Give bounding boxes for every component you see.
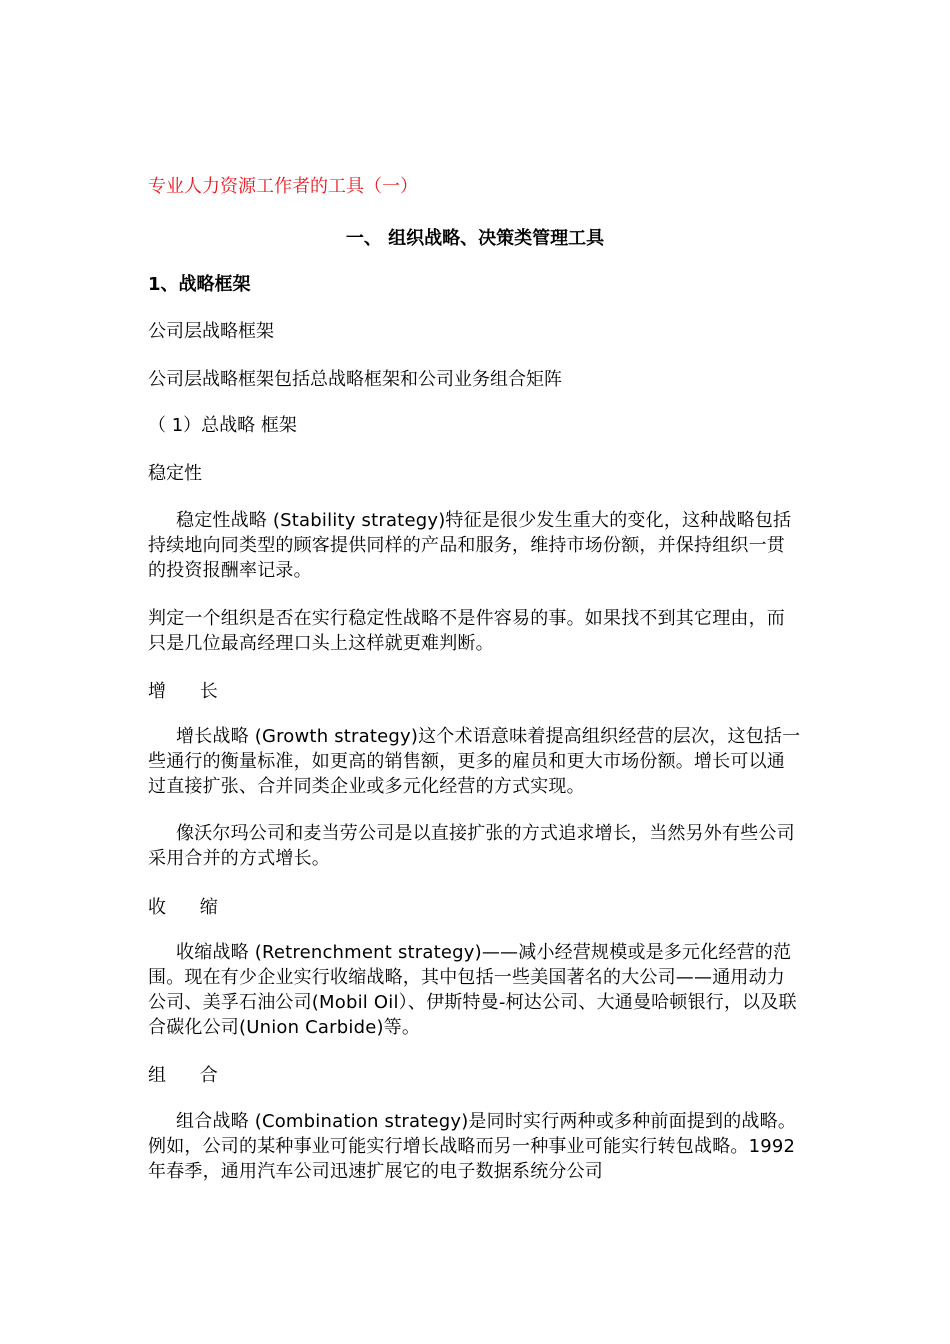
paragraph-company-level: 公司层战略框架 <box>148 321 274 342</box>
paragraph-retrenchment: 收缩战略 (Retrenchment strategy)——减小经营规模或是多元化经营的范围。现在有少企业实行收缩战略，其中包括一些美国著名的大公司——通用动力公司、美孚石油公司(Mobil Oil）、伊斯特曼-柯达公司、大通曼哈顿银行，以及联合碳化公司(Union Carbide)等。 <box>148 942 797 1038</box>
paragraph-combination: 组合战略 (Combination strategy)是同时实行两种或多种前面提到的战略。例如，公司的某种事业可能实行增长战略而另一种事业可能实行转包战略。1992 年春季，通用汽车公司迅速扩展它的电子数据系统分公司 <box>148 1111 797 1182</box>
paragraph-overall-framework: （ 1）总战略 框架 <box>148 415 297 436</box>
heading-growth: 增 长 <box>148 681 232 702</box>
paragraph-growth: 增长战略 (Growth strategy)这个术语意味着提高组织经营的层次，这包括一些通行的衡量标准，如更高的销售额，更多的雇员和更大市场份额。增长可以通过直接扩张、合并同类企业或多元化经营的方式实现。 <box>148 726 801 797</box>
subsection-heading: 1、战略框架 <box>148 274 251 295</box>
heading-retrenchment: 收 缩 <box>148 897 232 918</box>
paragraph-stability: 稳定性战略 (Stability strategy)特征是很少发生重大的变化，这种战略包括持续地向同类型的顾客提供同样的产品和服务，维持市场份额，并保持组织一贯的投资报酬率记录。 <box>148 510 792 581</box>
paragraph-growth-examples: 像沃尔玛公司和麦当劳公司是以直接扩张的方式追求增长，当然另外有些公司采用合并的方式增长。 <box>148 823 795 869</box>
heading-combination: 组 合 <box>148 1065 232 1086</box>
heading-stability: 稳定性 <box>148 463 202 484</box>
paragraph-framework-includes: 公司层战略框架包括总战略框架和公司业务组合矩阵 <box>148 369 562 390</box>
section-heading: 一、 组织战略、决策类管理工具 <box>345 228 605 249</box>
document-title: 专业人力资源工作者的工具（一） <box>148 176 418 197</box>
paragraph-stability-judgement: 判定一个组织是否在实行稳定性战略不是件容易的事。如果找不到其它理由，而只是几位最高经理口头上这样就更难判断。 <box>148 608 785 654</box>
